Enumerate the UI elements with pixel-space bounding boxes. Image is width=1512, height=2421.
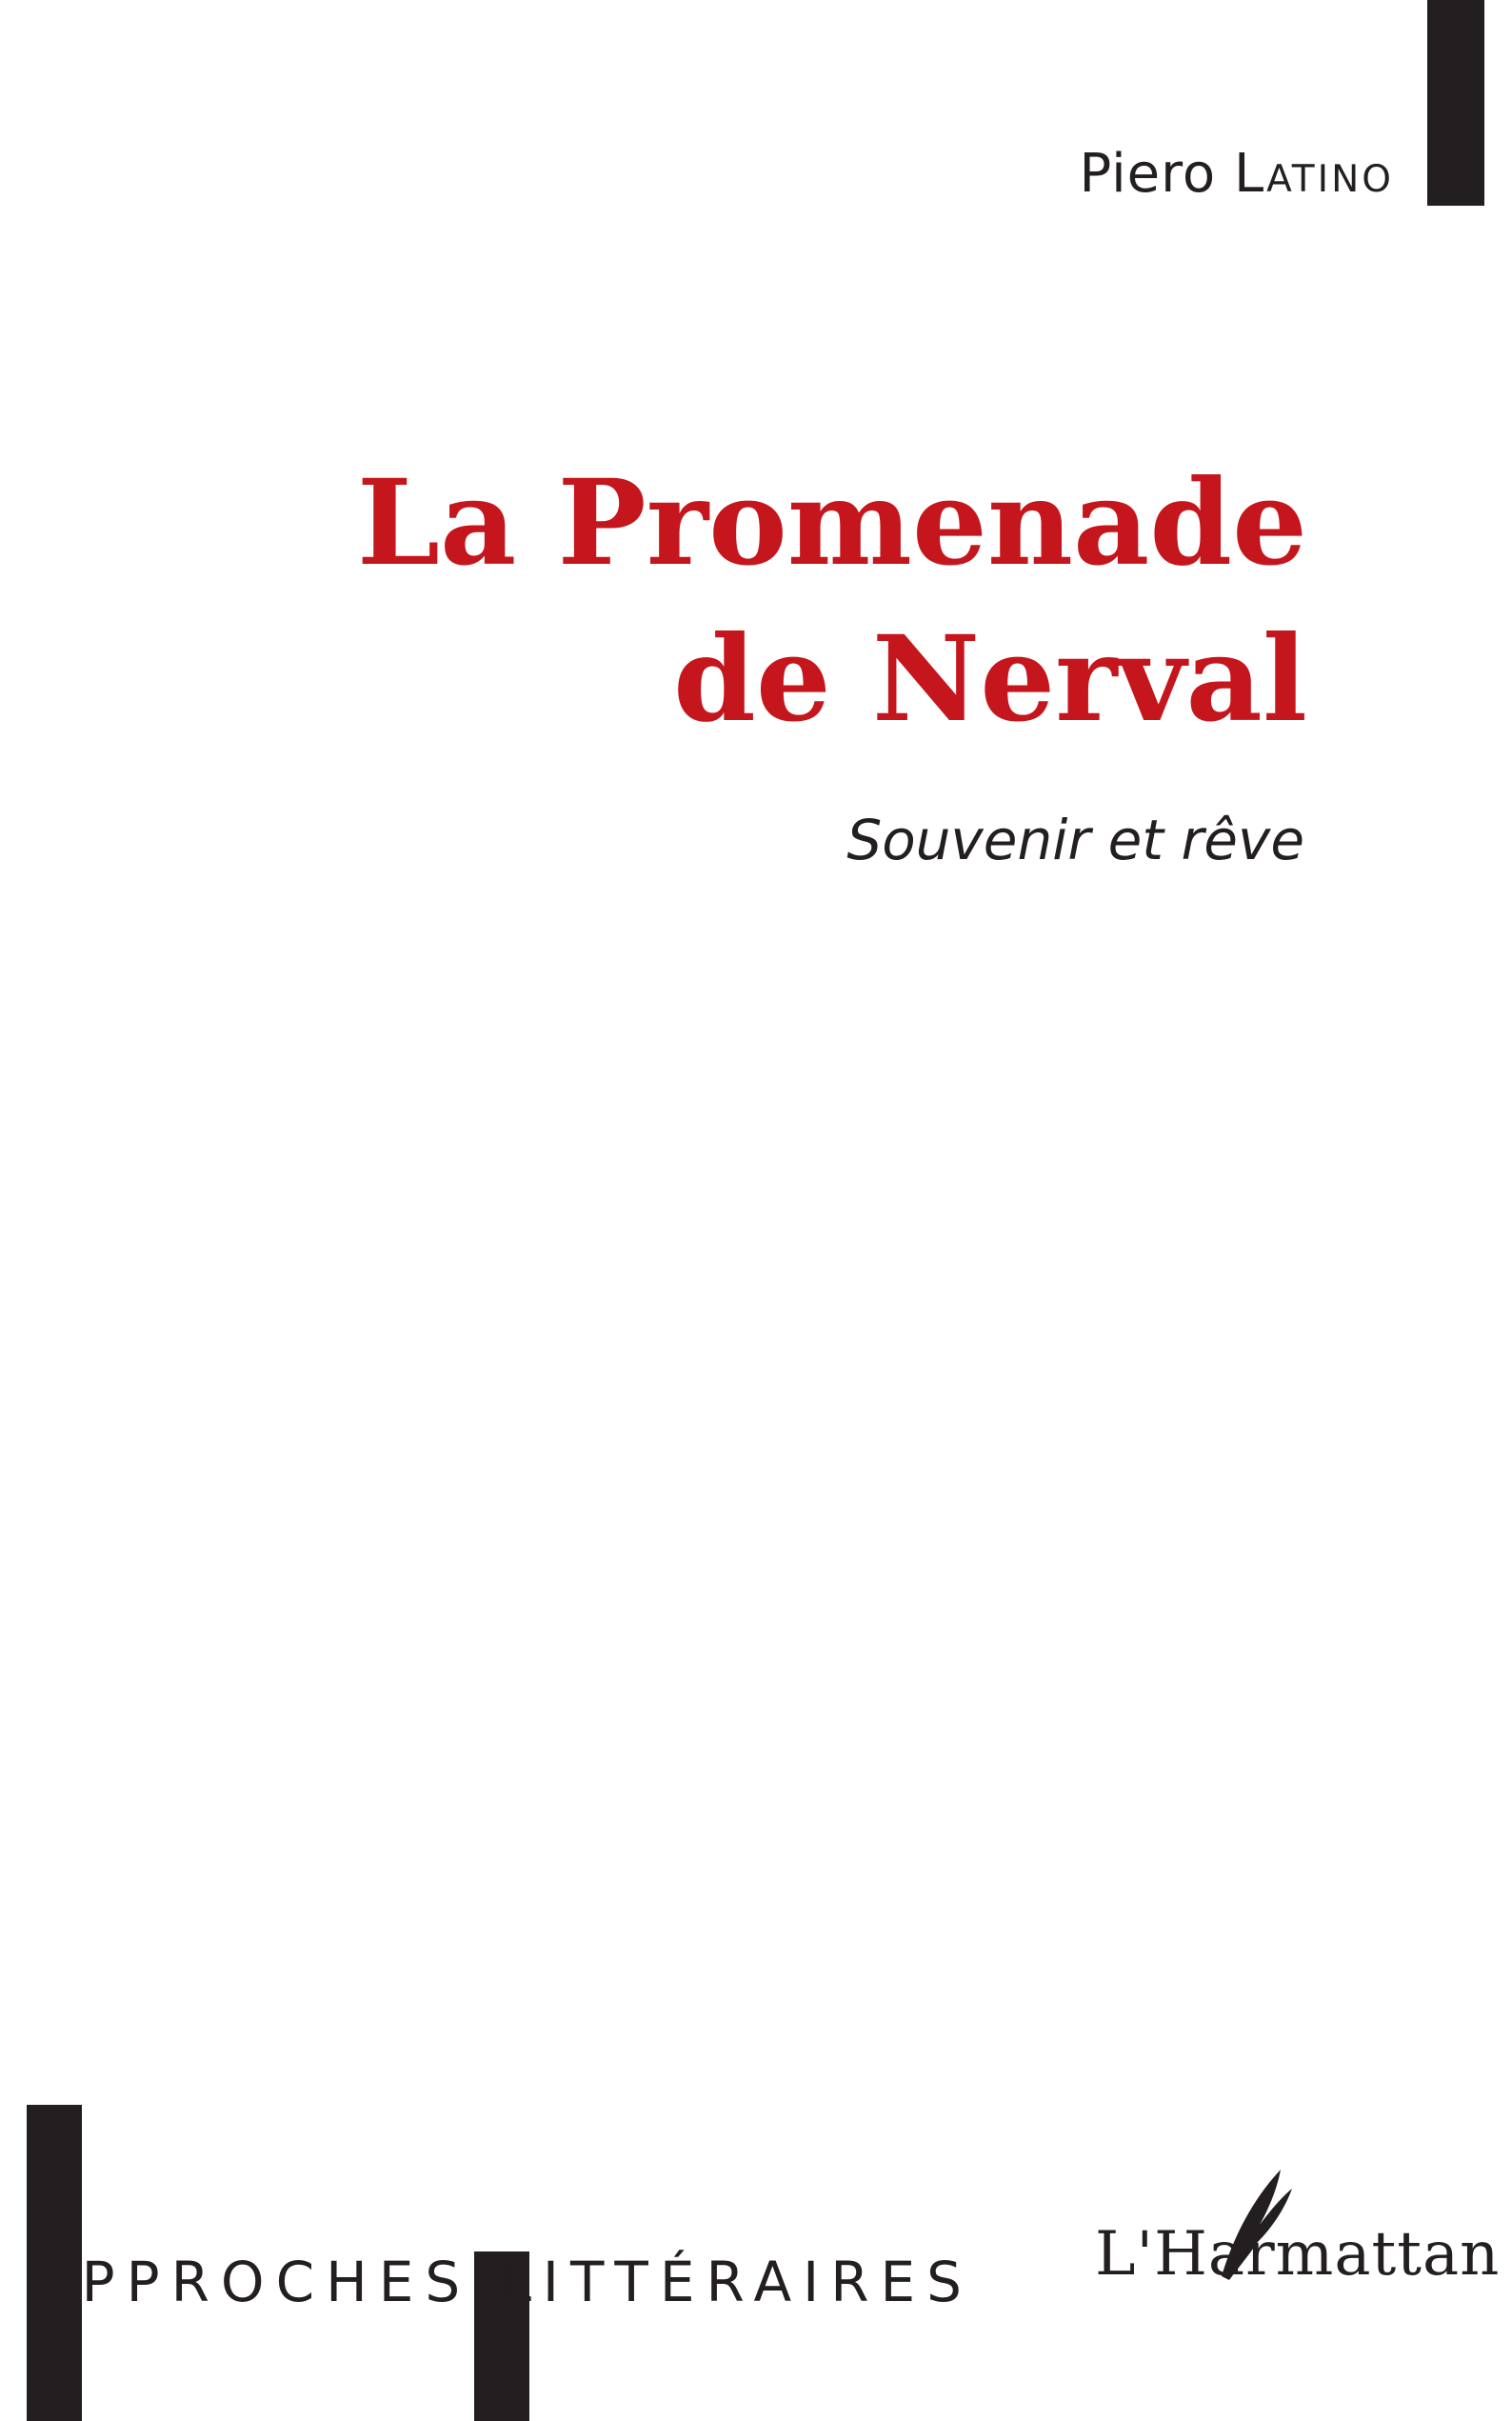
book-title bbox=[357, 446, 1307, 758]
book-subtitle: Souvenir et rêve bbox=[846, 808, 1304, 872]
author-name bbox=[1080, 143, 1394, 205]
top-right-bar bbox=[1427, 0, 1484, 206]
collection-part-1: APPROCHES bbox=[32, 2250, 472, 2314]
title-line-1: La Promenade bbox=[356, 454, 1307, 592]
collection-name bbox=[32, 2250, 973, 2314]
publisher-name: L'Harmattan bbox=[1095, 2219, 1501, 2290]
author-last-name: Latino bbox=[1233, 143, 1394, 205]
title-line-2: de Nerval bbox=[673, 610, 1307, 749]
collection-part-2: LITTÉRAIRES bbox=[500, 2250, 973, 2314]
author-first-name: Piero bbox=[1079, 143, 1217, 205]
